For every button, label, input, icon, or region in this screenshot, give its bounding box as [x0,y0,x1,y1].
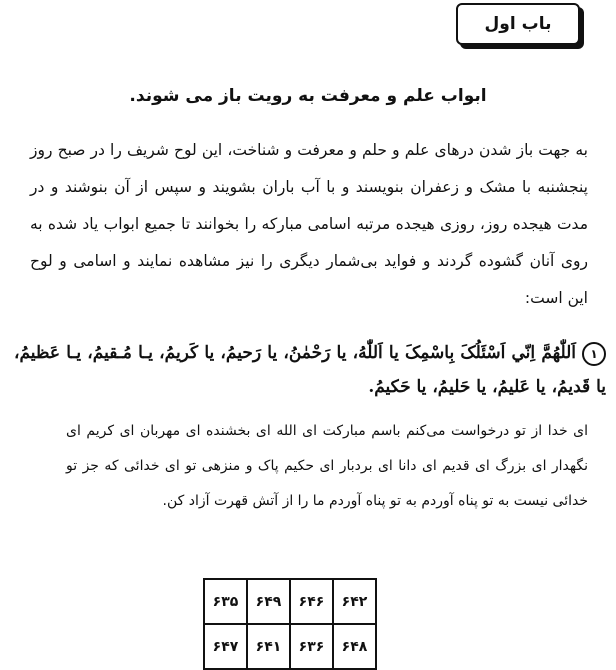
table-row [204,624,376,669]
table-cell: ۶۴۱ [247,624,290,669]
prayer-arabic: اَللّٰهُمَّ اِنّي اَسْئَلُکَ بِاسْمِکَ يا اَللّٰهُ، يا رَحْمٰنُ، يا رَحيمُ، يا کَريمُ، يـا مُـقيمُ، يـا عَظيمُ، يا قَديمُ، يا عَليمُ، يا حَليمُ، يا حَکيمُ. [14,343,606,397]
table-cell: ۶۴۲ [333,579,376,624]
prayer-translation: ای خدا از تو درخواست می‌کنم باسم مبارکت ای الله ای بخشنده ای مهربان ای کریم ای نگهدار ای بزرگ ای قدیم ای دانا ای بردبار ای حکیم پاک و منزهی تو ای خدائی که جز تو خدائی نیست به تو پناه آوردم به تو پناه آوردم ما را از آتش قهرت آزاد کن. [66,423,588,509]
number-grid-table [203,578,377,670]
table-cell: ۶۴۷ [204,624,247,669]
prayer-number-badge: ١ [582,342,606,366]
table-cell: ۶۴۹ [247,579,290,624]
table-cell: ۶۴۶ [290,579,333,624]
chapter-title: باب اول [484,14,552,34]
intro-paragraph: به جهت باز شدن درهای علم و حلم و معرفت و شناخت، این لوح شریف را در صبح روز پنجشنبه با مشک و زعفران بنویسند و با آب باران بشویند و سپس از آن بنوشند و در مدت هیجده روز، روزی هیجده مرتبه اسامی مبارکه را بخوانند تا جمیع ابواب یاد شده به روی آنان گشوده گردند و فواید بی‌شمار دیگری را نیز مشاهده نمایند و اسامی و لوح این است: [30,141,588,307]
section-heading: ابواب علم و معرفت به رويت باز می شوند. [129,86,487,106]
chapter-title-box [456,3,580,45]
table-cell: ۶۴۸ [333,624,376,669]
table-row [204,579,376,624]
prayer-text [14,336,606,404]
table-cell: ۶۳۶ [290,624,333,669]
table-cell: ۶۳۵ [204,579,247,624]
